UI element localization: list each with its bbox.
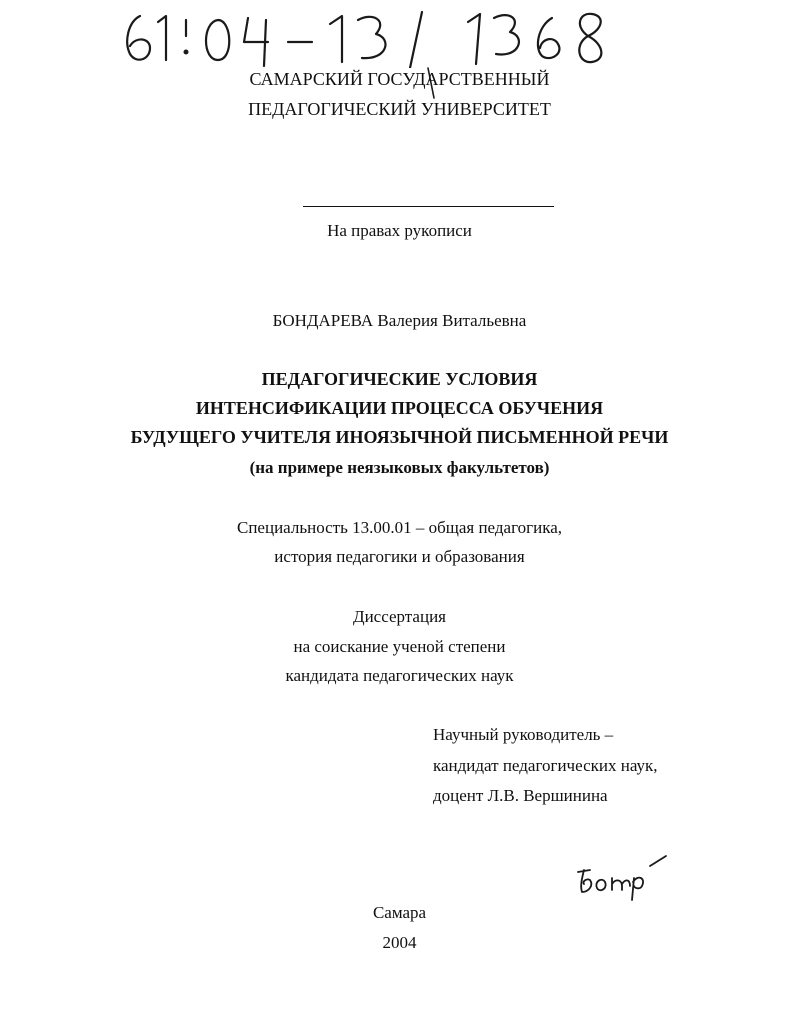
hw-glyph bbox=[158, 16, 166, 60]
hw-glyph bbox=[206, 20, 229, 60]
hw-glyph bbox=[244, 18, 268, 66]
hw-glyph bbox=[494, 15, 519, 54]
supervisor-degree: кандидат педагогических наук, bbox=[433, 756, 658, 775]
dissertation-label: Диссертация bbox=[352, 607, 446, 626]
institution-line-2: ПЕДАГОГИЧЕСКИЙ УНИВЕРСИТЕТ bbox=[248, 99, 551, 119]
title-line-2: ИНТЕНСИФИКАЦИИ ПРОЦЕССА ОБУЧЕНИЯ bbox=[195, 398, 604, 418]
author-name: БОНДАРЕВА Валерия Витальевна bbox=[272, 311, 527, 330]
hw-glyph bbox=[410, 12, 422, 68]
year: 2004 bbox=[382, 933, 417, 952]
dissertation-degree-field: кандидата педагогических наук bbox=[285, 666, 514, 685]
title-line-1: ПЕДАГОГИЧЕСКИЕ УСЛОВИЯ bbox=[261, 369, 538, 389]
dissertation-degree-line: на соискание ученой степени bbox=[293, 637, 506, 656]
handwritten-signature bbox=[572, 846, 672, 902]
supervisor-label: Научный руководитель – bbox=[433, 725, 614, 744]
hw-glyph bbox=[579, 14, 601, 62]
supervisor-name: доцент Л.В. Вершинина bbox=[433, 786, 608, 805]
institution-line-1: САМАРСКИЙ ГОСУДАРСТВЕННЫЙ bbox=[249, 69, 550, 89]
divider bbox=[303, 206, 554, 207]
hw-glyph bbox=[127, 16, 150, 60]
title-line-3: БУДУЩЕГО УЧИТЕЛЯ ИНОЯЗЫЧНОЙ ПИСЬМЕННОЙ РЕЧИ bbox=[130, 427, 669, 447]
specialty-line-1: Специальность 13.00.01 – общая педагогика, bbox=[237, 518, 562, 537]
hw-glyph bbox=[185, 51, 188, 54]
city: Самара bbox=[372, 903, 427, 922]
hw-glyph bbox=[330, 16, 342, 62]
hw-glyph bbox=[358, 17, 385, 58]
title-subtitle: (на примере неязыковых факультетов) bbox=[249, 458, 550, 477]
specialty-line-2: история педагогики и образования bbox=[274, 547, 525, 566]
handwritten-code bbox=[118, 8, 618, 68]
hw-glyph bbox=[468, 14, 480, 64]
manuscript-note: На правах рукописи bbox=[327, 221, 472, 240]
hw-glyph bbox=[538, 18, 560, 58]
